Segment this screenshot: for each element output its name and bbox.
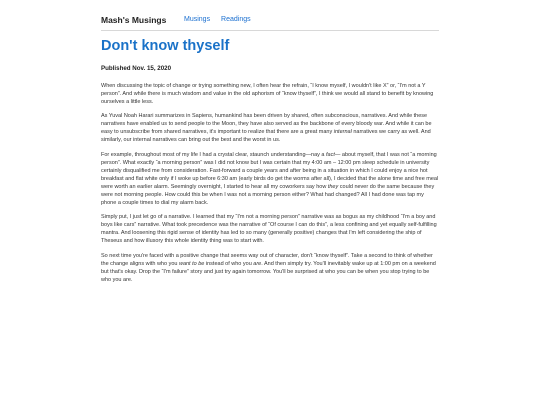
paragraph-text: Simply put, I just let go of a narrative. I learned that my “I'm not a morning person” narrative was as bogus as my childhood “I'm a boy and boys like cars” narrative. What took precedence was the narrative of “Of course I can do this”, a less confining and yet equally self-fulfilling mantra. And loosening this rigid sense of identity has led to so many (generally positive) changes that I'm left considering the ship of Theseus and how illusory this whole identity thing was to start with. (101, 214, 437, 245)
emphasis-text: internal (333, 129, 352, 136)
paragraph-text: — about myself, that I was not “a morning person”. What exactly “a morning person” was I did not know but I was certain that my 4:00 am – 12:00 pm sleep schedule in university certainly disqualified me from consideration. Fast-forward a couple years and after being in a situation in which I could enjoy a nice hot breakfast and flat white only if I woke up before 6:30 am (early birds do get the worms after all), I decided that the alone time and free meal were worth an earlier alarm. Seemingly overnight, I started to hear all my coworkers say how (101, 151, 439, 190)
paragraph-text: When discussing the topic of change or trying something new, I often hear the refrain, “I know myself, I wouldn't like X” or, “I'm not a Y person”. And while there is much wisdom and value in the old aphorism of “know thyself”, I think we would all stand to benefit by knowing ourselves a little less. (101, 83, 434, 105)
nav-link-readings[interactable]: Readings (221, 16, 251, 23)
paragraph (101, 151, 439, 207)
emphasis-text: are (253, 260, 262, 267)
emphasis-text: they (327, 183, 339, 190)
emphasis-text: want to be (178, 260, 205, 267)
paragraph (101, 112, 439, 144)
paragraph-text: So next time you're faced with a positive change that seems way out of character, don't “know thyself”. Take a second to think of whether the change aligns with who you (101, 252, 433, 267)
paragraph-text: . And then simply try. You'll inevitably wake up at 1:00 pm on a weekend but that's okay. Drop the “I'm failure” story and just try again tomorrow. You'll be surprised at who you can be when you stop trying to be who you are. (101, 260, 436, 283)
paragraph-text: could never do the same because they were not morning people. How could this be when I was not a morning person either? What had changed? All I had done was tap my phone a couple times to dial my alarm back. (101, 183, 435, 206)
nav-link-musings[interactable]: Musings (184, 16, 211, 23)
paragraph (101, 82, 439, 106)
paragraph (101, 252, 439, 284)
paragraph-text: For example, throughout most of my life I had a crystal clear, staunch understanding—nay a (101, 151, 327, 158)
post-body (101, 82, 439, 290)
paragraph (101, 213, 439, 245)
paragraph-text: instead of who you (204, 260, 254, 267)
post-title: Don't know thyself (101, 38, 230, 54)
site-title[interactable]: Mash's Musings (101, 15, 167, 25)
paragraph-text: narratives we carry as well. And similarly, our internal narratives can bring out the best and the worst in us. (101, 129, 431, 144)
paragraph-text: As Yuval Noah Harari summarizes in Sapiens, humankind has been driven by shared, often subconscious, narratives. And while these narratives have enabled us to send people to the Moon, they have also served as the backbone of every bloody war. And while it can be easy to unsubscribe from shared narratives, it's important to realize that there are a great many (101, 113, 432, 136)
emphasis-text: fact (326, 151, 335, 158)
site-header (101, 14, 439, 31)
main-nav (184, 16, 260, 23)
published-date: Published Nov. 15, 2020 (101, 65, 172, 72)
